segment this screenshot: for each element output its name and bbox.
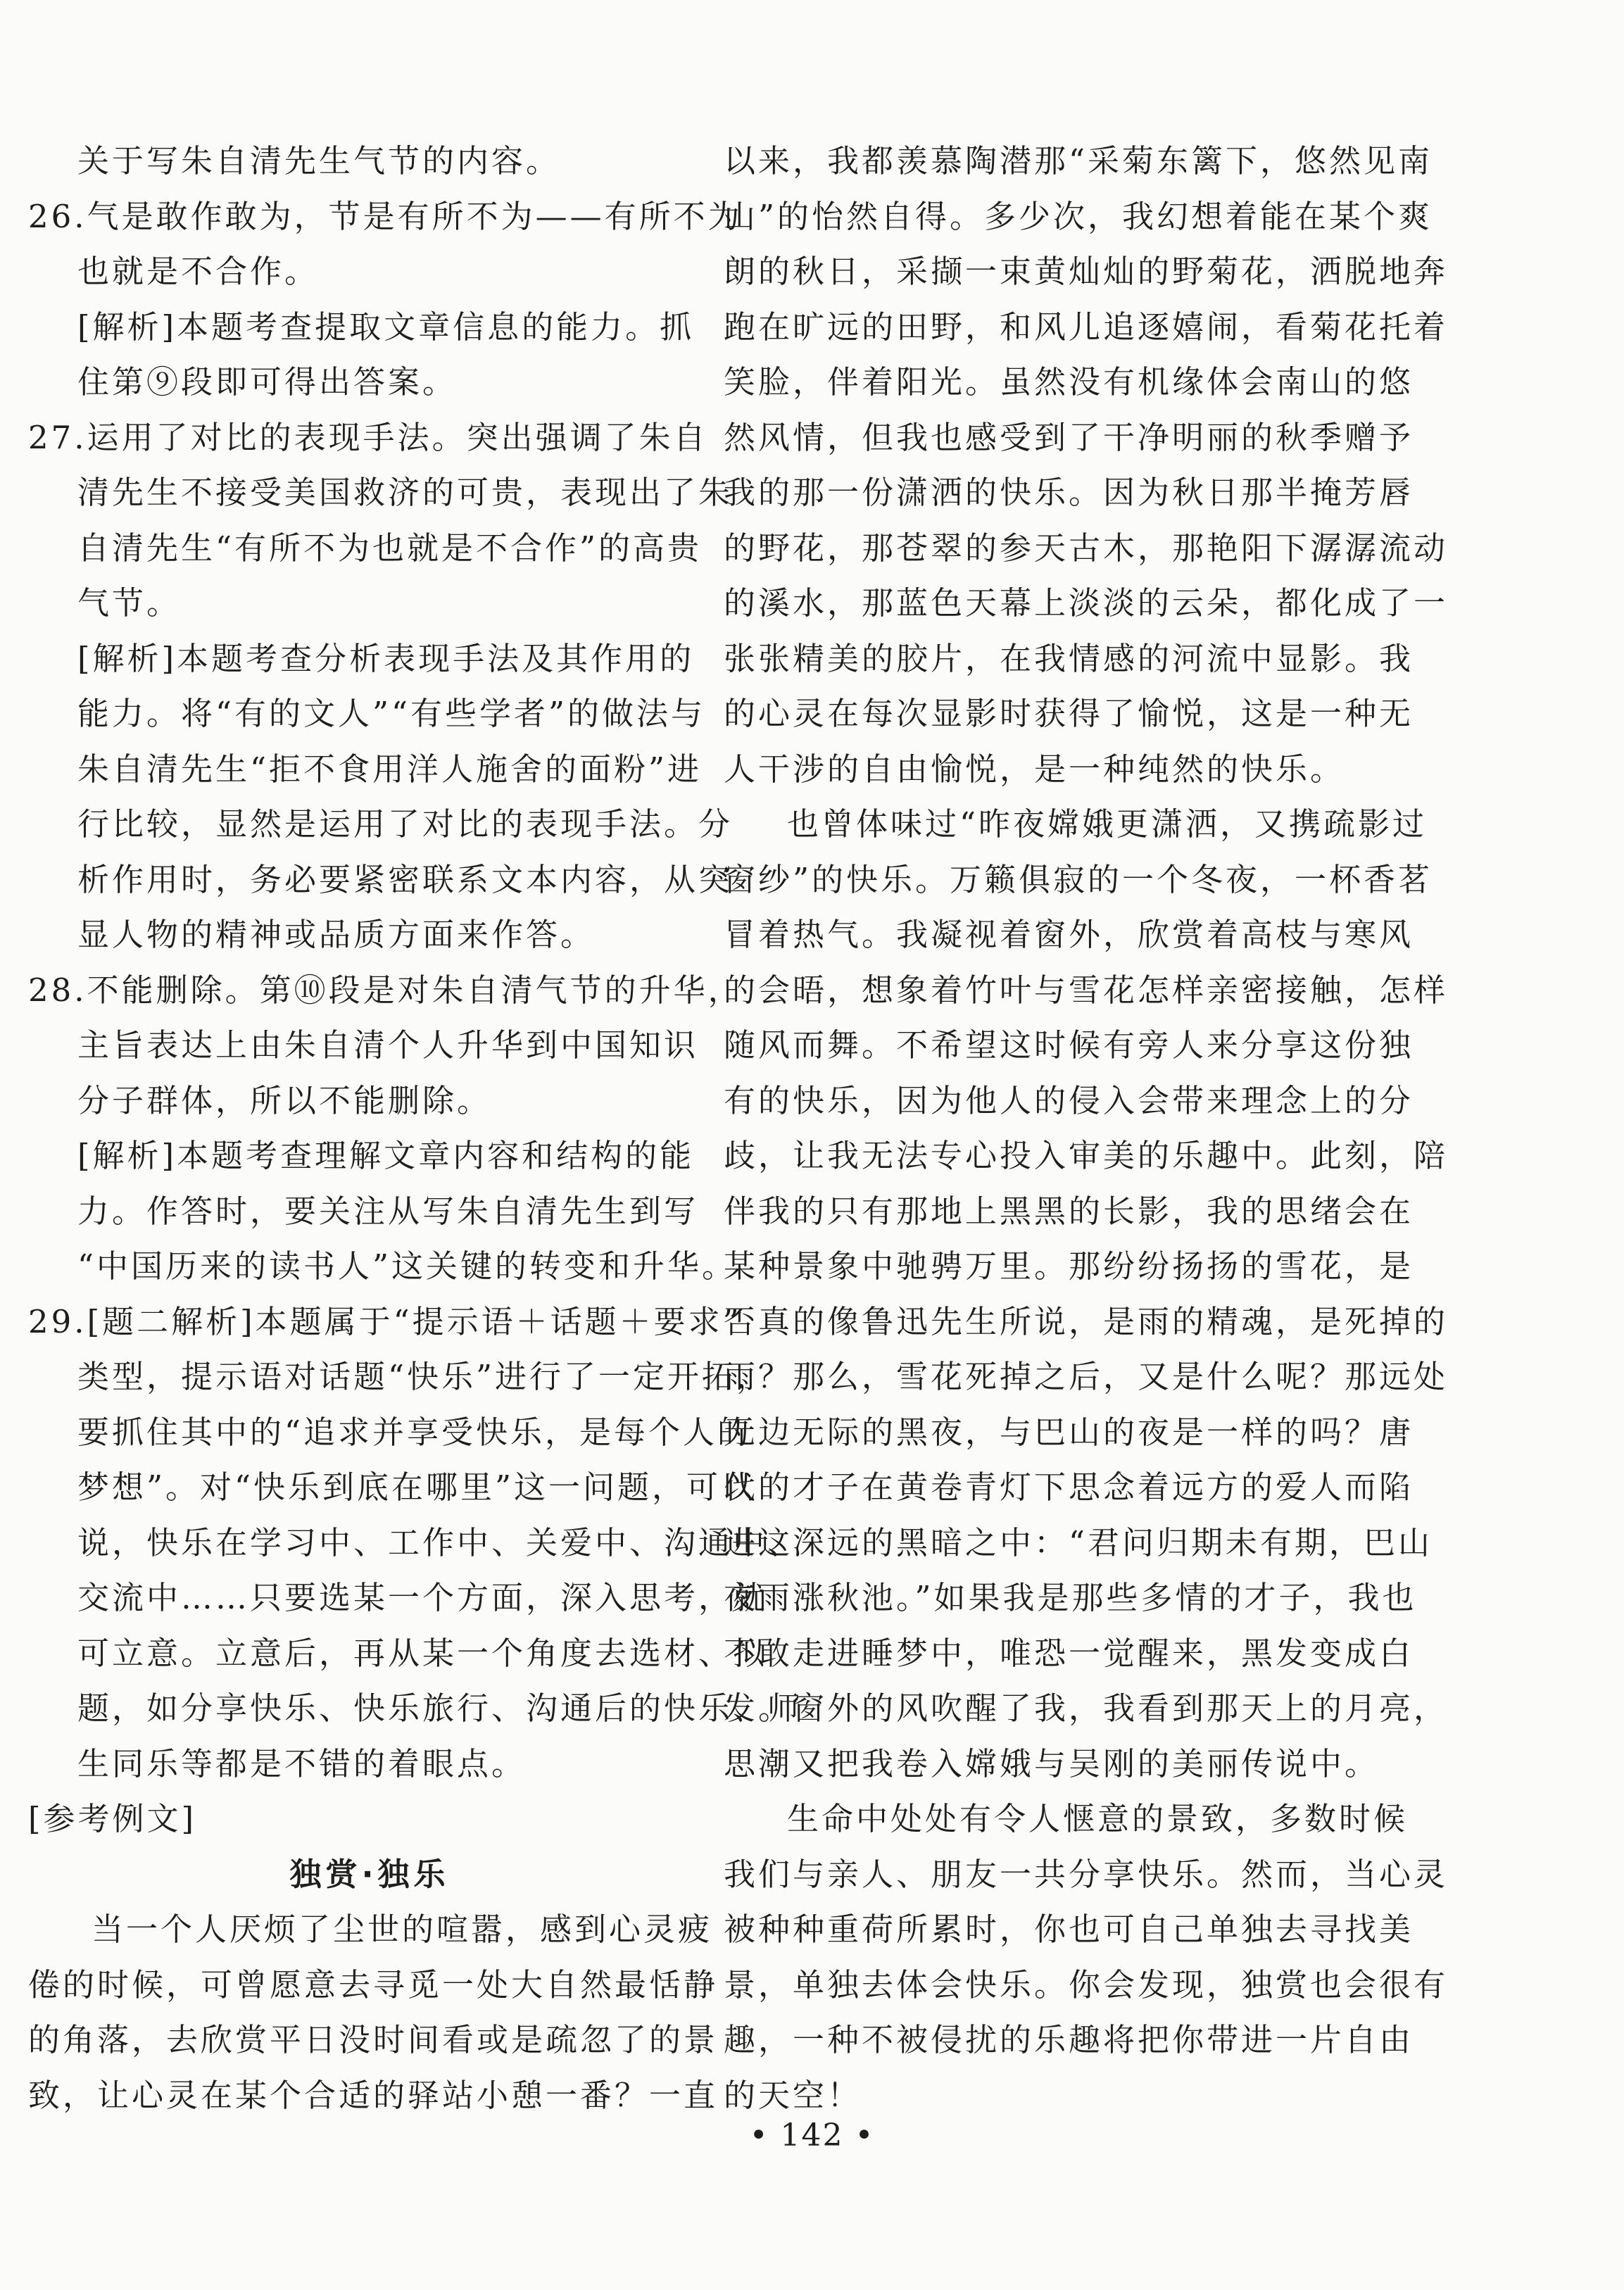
text-line: 的角落，去欣赏平日没时间看或是疏忽了的景 bbox=[28, 2021, 719, 2058]
text-line: 趣，一种不被侵扰的乐趣将把你带进一片自由 bbox=[724, 2021, 1414, 2058]
text-line: 朗的秋日，采撷一束黄灿灿的野菊花，洒脱地奔 bbox=[724, 253, 1449, 290]
text-line: 然风情，但我也感受到了干净明丽的秋季赠予 bbox=[724, 418, 1414, 456]
text-line: 当一个人厌烦了尘世的喧嚣，感到心灵疲 bbox=[92, 1911, 713, 1948]
text-line: 笑脸，伴着阳光。虽然没有机缘体会南山的悠 bbox=[724, 363, 1414, 401]
text-line: 景，单独去体会快乐。你会发现，独赏也会很有 bbox=[724, 1965, 1449, 2003]
text-line: 有的快乐，因为他人的侵入会带来理念上的分 bbox=[724, 1081, 1414, 1119]
text-line: 也就是不合作。 bbox=[77, 253, 320, 290]
text-line: 力。作答时，要关注从写朱自清先生到写 bbox=[77, 1192, 699, 1230]
text-line: 说，快乐在学习中、工作中、关爱中、沟通中、 bbox=[77, 1523, 802, 1561]
text-line: 显人物的精神或品质方面来作答。 bbox=[77, 916, 596, 953]
text-line: 雨？那么，雪花死掉之后，又是什么呢？那远处 bbox=[724, 1358, 1449, 1395]
text-line: 我的那一份潇洒的快乐。因为秋日那半掩芳唇 bbox=[724, 474, 1414, 511]
text-line: 的野花，那苍翠的参天古木，那艳阳下潺潺流动 bbox=[724, 529, 1449, 567]
text-line: “中国历来的读书人”这关键的转变和升华。 bbox=[77, 1247, 737, 1285]
text-line: 思潮又把我卷入嫦娥与吴刚的美丽传说中。 bbox=[724, 1744, 1380, 1782]
text-line: 也曾体味过“昨夜嫦娥更潇洒，又携疏影过 bbox=[787, 805, 1428, 843]
text-line: [参考例文] bbox=[28, 1800, 197, 1837]
text-line: 行比较，显然是运用了对比的表现手法。分 bbox=[77, 805, 734, 843]
text-line: 窗纱”的快乐。万籁俱寂的一个冬夜，一杯香茗 bbox=[724, 860, 1433, 898]
text-line: 主旨表达上由朱自清个人升华到中国知识 bbox=[77, 1026, 699, 1064]
text-line: [解析]本题考查提取文章信息的能力。抓 bbox=[77, 308, 695, 346]
text-line: 气节。 bbox=[77, 584, 182, 622]
text-line: 山”的怡然自得。多少次，我幻想着能在某个爽 bbox=[724, 197, 1433, 235]
text-line: 关于写朱自清先生气节的内容。 bbox=[77, 142, 561, 180]
text-line: 夜雨涨秋池。”如果我是那些多情的才子，我也 bbox=[724, 1579, 1417, 1616]
essay-title: 独赏·独乐 bbox=[289, 1855, 450, 1893]
text-line: 交流中……只要选某一个方面，深入思考，就 bbox=[77, 1579, 768, 1616]
text-line: 倦的时候，可曾愿意去寻觅一处大自然最恬静 bbox=[28, 1965, 719, 2003]
text-line: 朱自清先生“拒不食用洋人施舍的面粉”进 bbox=[77, 750, 703, 788]
text-line: 能力。将“有的文人”“有些学者”的做法与 bbox=[77, 695, 706, 732]
text-line: 生同乐等都是不错的着眼点。 bbox=[77, 1744, 527, 1782]
text-line: 发。窗外的风吹醒了我，我看到那天上的月亮， bbox=[724, 1690, 1449, 1727]
text-line: 随风而舞。不希望这时候有旁人来分享这份独 bbox=[724, 1026, 1414, 1064]
text-line: 可立意。立意后，再从某一个角度去选材、拟 bbox=[77, 1634, 768, 1672]
text-line: 我们与亲人、朋友一共分享快乐。然而，当心灵 bbox=[724, 1855, 1449, 1893]
text-line: 生命中处处有令人惬意的景致，多数时候 bbox=[787, 1800, 1409, 1837]
text-line: 26.气是敢作敢为，节是有所不为——有所不为 bbox=[28, 197, 743, 235]
text-line: 某种景象中驰骋万里。那纷纷扬扬的雪花，是 bbox=[724, 1247, 1414, 1285]
text-line: 析作用时，务必要紧密联系文本内容，从突 bbox=[77, 860, 734, 898]
text-line: 清先生不接受美国救济的可贵，表现出了朱 bbox=[77, 474, 734, 511]
text-line: 以来，我都羡慕陶潜那“采菊东篱下，悠然见南 bbox=[724, 142, 1433, 180]
text-line: 分子群体，所以不能删除。 bbox=[77, 1081, 492, 1119]
right-column bbox=[724, 134, 1449, 2123]
text-line: 致，让心灵在某个合适的驿站小憩一番？一直 bbox=[28, 2076, 719, 2114]
text-line: 代的才子在黄卷青灯下思念着远方的爱人而陷 bbox=[724, 1468, 1414, 1506]
text-line: [解析]本题考查理解文章内容和结构的能 bbox=[77, 1137, 695, 1174]
text-line: 29.[题二解析]本题属于“提示语＋话题＋要求” bbox=[28, 1302, 742, 1340]
text-line: 伴我的只有那地上黑黑的长影，我的思绪会在 bbox=[724, 1192, 1414, 1230]
text-line: 的溪水，那蓝色天幕上淡淡的云朵，都化成了一 bbox=[724, 584, 1449, 622]
page-number: • 142 • bbox=[749, 2118, 875, 2153]
text-line: 否真的像鲁迅先生所说，是雨的精魂，是死掉的 bbox=[724, 1302, 1449, 1340]
text-line: [解析]本题考查分析表现手法及其作用的 bbox=[77, 639, 695, 677]
text-line: 类型，提示语对话题“快乐”进行了一定开拓， bbox=[77, 1358, 772, 1395]
text-line: 人干涉的自由愉悦，是一种纯然的快乐。 bbox=[724, 750, 1345, 788]
text-line: 28.不能删除。第⑩段是对朱自清气节的升华， bbox=[28, 971, 743, 1009]
text-line: 的会晤，想象着竹叶与雪花怎样亲密接触，怎样 bbox=[724, 971, 1449, 1009]
text-line: 进这深远的黑暗之中：“君问归期未有期，巴山 bbox=[724, 1523, 1433, 1561]
text-line: 被种种重荷所累时，你也可自己单独去寻找美 bbox=[724, 1911, 1414, 1948]
text-line: 27.运用了对比的表现手法。突出强调了朱自 bbox=[28, 418, 708, 456]
text-line: 自清先生“有所不为也就是不合作”的高贵 bbox=[77, 529, 703, 567]
text-line: 住第⑨段即可得出答案。 bbox=[77, 363, 458, 401]
text-line: 的天空！ bbox=[724, 2076, 862, 2114]
text-line: 梦想”。对“快乐到底在哪里”这一问题，可以 bbox=[77, 1468, 756, 1506]
text-line: 歧，让我无法专心投入审美的乐趣中。此刻，陪 bbox=[724, 1137, 1449, 1174]
text-line: 的心灵在每次显影时获得了愉悦，这是一种无 bbox=[724, 695, 1414, 732]
text-line: 无边无际的黑夜，与巴山的夜是一样的吗？唐 bbox=[724, 1413, 1414, 1451]
text-line: 题，如分享快乐、快乐旅行、沟通后的快乐、师 bbox=[77, 1690, 802, 1727]
text-line: 要抓住其中的“追求并享受快乐，是每个人的 bbox=[77, 1413, 753, 1451]
text-line: 张张精美的胶片，在我情感的河流中显影。我 bbox=[724, 639, 1414, 677]
text-line: 不敢走进睡梦中，唯恐一觉醒来，黑发变成白 bbox=[724, 1634, 1414, 1672]
text-line: 冒着热气。我凝视着窗外，欣赏着高枝与寒风 bbox=[724, 916, 1414, 953]
text-line: 跑在旷远的田野，和风儿追逐嬉闹，看菊花托着 bbox=[724, 308, 1449, 346]
